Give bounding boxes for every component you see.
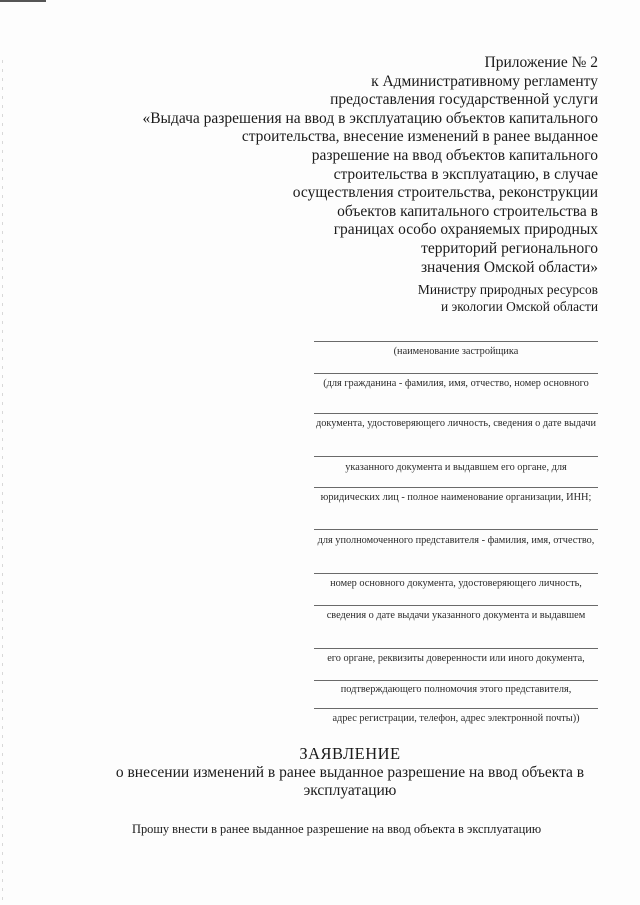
addressee-line: и экологии Омской области (440, 299, 598, 314)
appendix-line: объектов капитального строительства в (337, 202, 598, 220)
fill-line[interactable] (314, 605, 598, 606)
appendix-line: строительства, внесение изменений в ранее выданное (241, 128, 598, 146)
appendix-line: строительства в эксплуатацию, в случае (333, 165, 598, 183)
statement-title: ЗАЯВЛЕНИЕ (299, 744, 401, 763)
appendix-line: разрешение на ввод объектов капитального (311, 146, 598, 164)
fill-line[interactable] (314, 573, 598, 574)
addressee-line: Министру природных ресурсов (417, 282, 598, 297)
form-hint: документа, удостоверяющего личность, сведения о дате выдачи (316, 418, 596, 429)
form-hint: номер основного документа, удостоверяющего личность, (330, 578, 582, 589)
form-hint: его органе, реквизиты доверенности или иного документа, (327, 653, 585, 664)
form-hint: подтверждающего полномочия этого представителя, (340, 684, 572, 695)
appendix-line: к Административному регламенту (371, 72, 598, 90)
form-hint: (для гражданина - фамилия, имя, отчество, номер основного (323, 378, 589, 389)
fill-line[interactable] (314, 708, 598, 709)
appendix-line: границах особо охраняемых природных (333, 221, 598, 239)
scan-edge-left (2, 60, 3, 900)
fill-line[interactable] (314, 413, 598, 414)
appendix-line: Приложение № 2 (484, 54, 598, 71)
fill-line[interactable] (314, 648, 598, 649)
form-hint: адрес регистрации, телефон, адрес электронной почты)) (332, 713, 580, 724)
form-hint: для уполномоченного представителя - фамилия, имя, отчество, (317, 535, 595, 546)
fill-line[interactable] (314, 341, 598, 342)
form-hint: указанного документа и выдавшем его органе, для (345, 462, 567, 473)
fill-line[interactable] (314, 456, 598, 457)
fill-line[interactable] (314, 373, 598, 374)
scan-edge-top (0, 0, 46, 2)
form-hint: юридических лиц - полное наименование организации, ИНН; (320, 492, 592, 503)
appendix-line: осуществления строительства, реконструкции (292, 184, 598, 202)
appendix-line: предоставления государственной услуги (330, 91, 598, 109)
request-text: Прошу внести в ранее выданное разрешение на ввод объекта в эксплуатацию (132, 822, 542, 836)
form-hint: (наименование застройщика (393, 346, 519, 357)
form-hint: сведения о дате выдачи указанного документа и выдавшем (326, 610, 586, 621)
appendix-header (128, 54, 598, 277)
appendix-line: территорий регионального (421, 239, 598, 257)
fill-line[interactable] (314, 529, 598, 530)
addressee-block (338, 281, 598, 315)
fill-line[interactable] (314, 487, 598, 488)
appendix-line: значения Омской области» (420, 258, 598, 276)
statement-subtitle: о внесении изменений в ранее выданное разрешение на ввод объекта в эксплуатацию (115, 764, 585, 799)
appendix-line: «Выдача разрешения на ввод в эксплуатацию объектов капитального (142, 109, 598, 127)
fill-line[interactable] (314, 680, 598, 681)
